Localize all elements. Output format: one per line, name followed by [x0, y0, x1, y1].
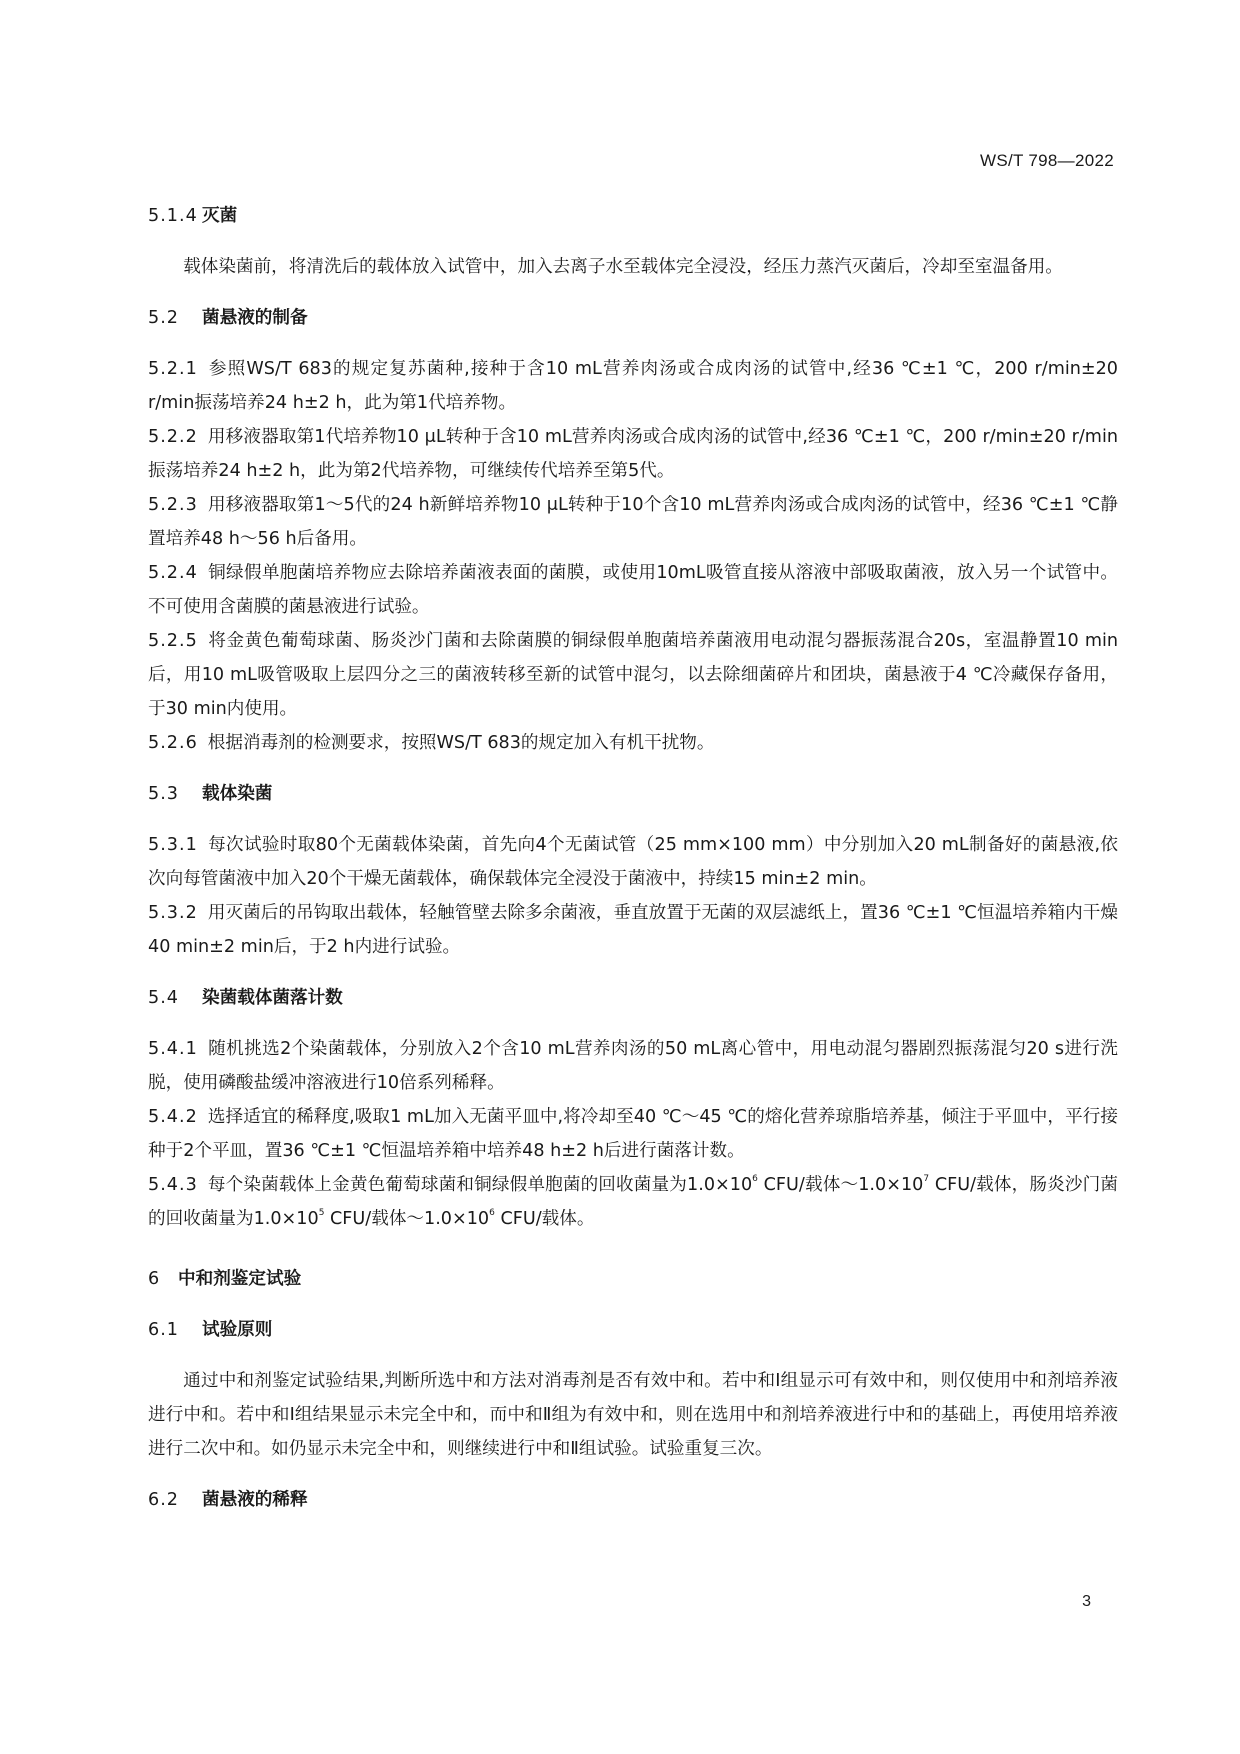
heading-number: 6.2 — [148, 1490, 179, 1510]
clause-number: 5.4.2 — [148, 1107, 198, 1127]
heading-5-2 — [148, 301, 1118, 335]
document-body — [148, 199, 1118, 1517]
clause-number: 5.2.6 — [148, 733, 198, 753]
clause-5-2-6 — [148, 726, 1118, 760]
clause-text-part: CFU/载体～1.0×10 — [757, 1175, 924, 1195]
clause-5-3-1 — [148, 828, 1118, 896]
clause-text: 参照WS/T 683的规定复苏菌种,接种于含10 mL营养肉汤或合成肉汤的试管中,经36 ℃±1 ℃，200 r/min±20 r/min振荡培养24 h±2 h，此为第1代培养物。 — [148, 359, 1118, 413]
heading-title: 菌悬液的制备 — [202, 308, 308, 328]
clause-text: 每次试验时取80个无菌载体染菌，首先向4个无菌试管（25 mm×100 mm）中分别加入20 mL制备好的菌悬液,依次向每管菌液中加入20个干燥无菌载体，确保载体完全浸没于菌液中，持续15 min±2 min。 — [148, 835, 1118, 889]
clause-text: 根据消毒剂的检测要求，按照WS/T 683的规定加入有机干扰物。 — [207, 733, 715, 753]
clauses-5-2 — [148, 352, 1118, 760]
heading-number: 5.3 — [148, 784, 179, 804]
clause-text-part: 每个染菌载体上金黄色葡萄球菌和铜绿假单胞菌的回收菌量为1.0×10 — [207, 1175, 753, 1195]
clause-text: 铜绿假单胞菌培养物应去除培养菌液表面的菌膜，或使用10mL吸管直接从溶液中部吸取菌液，放入另一个试管中。不可使用含菌膜的菌悬液进行试验。 — [148, 563, 1118, 617]
heading-title: 试验原则 — [202, 1320, 273, 1340]
clause-5-2-2 — [148, 420, 1118, 488]
clause-text-part: CFU/载体，肠炎沙门菌的回收菌量为1.0×10 — [148, 1175, 1118, 1229]
paragraph-5-1-4: 载体染菌前，将清洗后的载体放入试管中，加入去离子水至载体完全浸没，经压力蒸汽灭菌后，冷却至室温备用。 — [183, 257, 1063, 277]
clause-text: 用移液器取第1～5代的24 h新鲜培养物10 μL转种于10个含10 mL营养肉汤或合成肉汤的试管中，经36 ℃±1 ℃静置培养48 h～56 h后备用。 — [148, 495, 1118, 549]
heading-6-2 — [148, 1483, 1118, 1517]
clause-number: 5.2.2 — [148, 427, 198, 447]
heading-5-4 — [148, 981, 1118, 1015]
clause-5-4-1 — [148, 1032, 1118, 1100]
heading-5-3 — [148, 777, 1118, 811]
exponent: 5 — [318, 1208, 325, 1218]
clause-5-2-3 — [148, 488, 1118, 556]
clause-5-2-1 — [148, 352, 1118, 420]
exponent: 6 — [752, 1174, 758, 1184]
heading-6-1 — [148, 1313, 1118, 1347]
heading-number: 5.1.4 — [148, 206, 198, 226]
clause-5-4-3 — [148, 1168, 1118, 1236]
heading-title: 载体染菌 — [202, 784, 273, 804]
clauses-5-4 — [148, 1032, 1118, 1236]
clause-number: 5.2.5 — [148, 631, 198, 651]
page-number: 3 — [1082, 1593, 1091, 1610]
standard-code: WS/T 798—2022 — [980, 151, 1114, 170]
clause-text: 将金黄色葡萄球菌、肠炎沙门菌和去除菌膜的铜绿假单胞菌培养菌液用电动混匀器振荡混合20s，室温静置10 min后，用10 mL吸管吸取上层四分之三的菌液转移至新的试管中混匀，以去除细菌碎片和团块，菌悬液于4 ℃冷藏保存备用，于30 min内使用。 — [148, 631, 1118, 719]
heading-5-1-4 — [148, 199, 1118, 233]
clause-number: 5.2.3 — [148, 495, 198, 515]
clause-text: 随机挑选2个染菌载体，分别放入2个含10 mL营养肉汤的50 mL离心管中，用电动混匀器剧烈振荡混匀20 s进行洗脱，使用磷酸盐缓冲溶液进行10倍系列稀释。 — [148, 1039, 1118, 1093]
clause-text-part: CFU/载体～1.0×10 — [324, 1209, 490, 1229]
heading-number: 5.2 — [148, 308, 179, 328]
heading-number: 6.1 — [148, 1320, 179, 1340]
clause-5-2-4 — [148, 556, 1118, 624]
clause-number: 5.4.1 — [148, 1039, 198, 1059]
clauses-5-3 — [148, 828, 1118, 964]
heading-title: 中和剂鉴定试验 — [178, 1269, 302, 1289]
clause-number: 5.3.2 — [148, 903, 198, 923]
paragraph-6-1: 通过中和剂鉴定试验结果,判断所选中和方法对消毒剂是否有效中和。若中和Ⅰ组显示可有效中和，则仅使用中和剂培养液进行中和。若中和Ⅰ组结果显示未完全中和，而中和Ⅱ组为有效中和，则在选用中和剂培养液进行中和的基础上，再使用培养液进行二次中和。如仍显示未完全中和，则继续进行中和Ⅱ组试验。试验重复三次。 — [148, 1371, 1118, 1459]
heading-title: 染菌载体菌落计数 — [202, 988, 343, 1008]
heading-title: 灭菌 — [202, 206, 238, 226]
clause-5-3-2 — [148, 896, 1118, 964]
heading-title: 菌悬液的稀释 — [202, 1490, 308, 1510]
clause-text: 用灭菌后的吊钩取出载体，轻触管壁去除多余菌液，垂直放置于无菌的双层滤纸上，置36 ℃±1 ℃恒温培养箱内干燥40 min±2 min后，于2 h内进行试验。 — [148, 903, 1118, 957]
clause-number: 5.4.3 — [148, 1175, 198, 1195]
heading-6 — [148, 1262, 1118, 1296]
clause-5-4-2 — [148, 1100, 1118, 1168]
exponent: 6 — [489, 1208, 495, 1218]
clause-text: 用移液器取第1代培养物10 μL转种于含10 mL营养肉汤或合成肉汤的试管中,经36 ℃±1 ℃，200 r/min±20 r/min振荡培养24 h±2 h，此为第2代培养物，可继续传代培养至第5代。 — [148, 427, 1118, 481]
clause-number: 5.3.1 — [148, 835, 198, 855]
heading-number: 5.4 — [148, 988, 179, 1008]
clause-text-part: CFU/载体。 — [494, 1209, 595, 1229]
clause-number: 5.2.4 — [148, 563, 198, 583]
clause-number: 5.2.1 — [148, 359, 198, 379]
clause-5-2-5 — [148, 624, 1118, 726]
exponent: 7 — [923, 1174, 930, 1184]
heading-number: 6 — [148, 1269, 161, 1289]
clause-text: 选择适宜的稀释度,吸取1 mL加入无菌平皿中,将冷却至40 ℃～45 ℃的熔化营养琼脂培养基，倾注于平皿中，平行接种于2个平皿，置36 ℃±1 ℃恒温培养箱中培养48 h±2 h后进行菌落计数。 — [148, 1107, 1118, 1161]
